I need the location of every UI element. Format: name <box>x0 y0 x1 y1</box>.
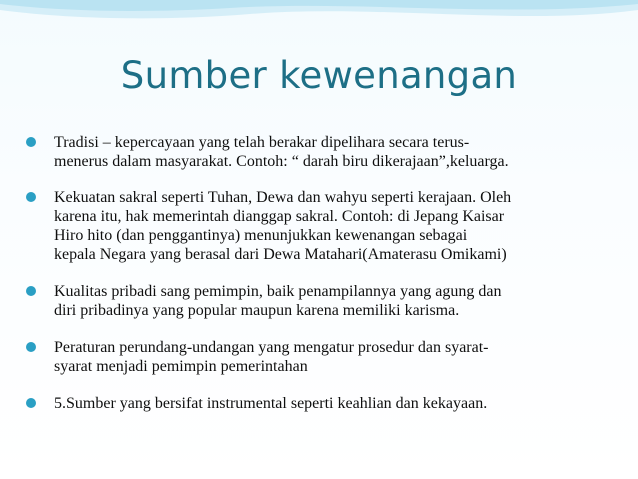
bullet-text: Kualitas pribadi sang pemimpin, baik penampilannya yang agung dan diri pribadinya yang popular maupun karena memiliki karisma. <box>54 283 502 319</box>
bullet-dot-icon <box>26 342 36 352</box>
bullet-item <box>24 188 624 264</box>
bullet-list <box>24 133 624 413</box>
bullet-item <box>24 282 624 320</box>
bullet-text: Peraturan perundang-undangan yang mengatur prosedur dan syarat- syarat menjadi pemimpin pemerintahan <box>54 339 489 375</box>
bullet-item <box>24 394 624 413</box>
bullet-item <box>24 338 624 376</box>
slide-title: Sumber kewenangan <box>120 54 518 97</box>
bullet-item <box>24 133 624 171</box>
bullet-dot-icon <box>26 192 36 202</box>
bullet-text: 5.Sumber yang bersifat instrumental seperti keahlian dan kekayaan. <box>54 395 488 412</box>
bullet-dot-icon <box>26 137 36 147</box>
bullet-dot-icon <box>26 286 36 296</box>
bullet-text: Kekuatan sakral seperti Tuhan, Dewa dan wahyu seperti kerajaan. Oleh karena itu, hak memerintah dianggap sakral. Contoh: di Jepang Kaisar Hiro hito (dan penggantinya) menunjukkan kewenangan sebagai kepala Negara yang berasal dari Dewa Matahari(Amaterasu Omikami) <box>54 189 512 263</box>
bullet-text: Tradisi – kepercayaan yang telah berakar dipelihara secara terus- menerus dalam masyarakat. Contoh: “ darah biru dikerajaan”,keluarga. <box>54 134 509 170</box>
header-wave-decoration <box>0 0 638 60</box>
bullet-dot-icon <box>26 398 36 408</box>
